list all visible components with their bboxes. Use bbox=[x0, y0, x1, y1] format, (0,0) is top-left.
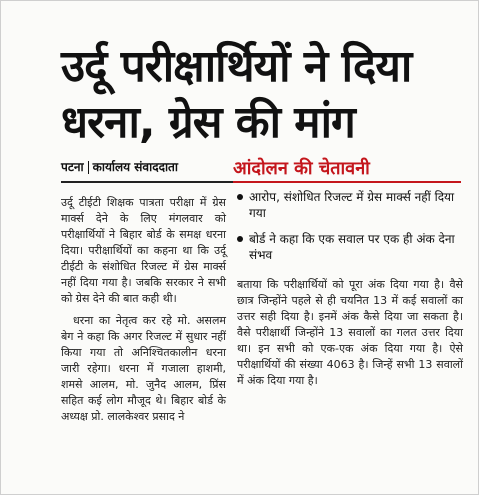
headline-line-2: धरना, ग्रेस की मांग bbox=[61, 97, 355, 148]
headline bbox=[61, 39, 461, 151]
sidebar-accent-rule bbox=[233, 181, 461, 183]
article-paragraph: धरना का नेतृत्व कर रहे मो. असलम बेग ने कहा कि अगर रिजल्ट में सुधार नहीं किया गया तो अनिश्चितकालीन धरना जारी रहेगा। धरना में गजाला हाशमी, शमसे आलम, मो. जुनैद आलम, प्रिंस सहित कई लोग मौजूद थे। बिहार बोर्ड के अध्यक्ष प्रो. लालकेश्वर प्रसाद ने bbox=[61, 314, 226, 423]
article-paragraph: बताया कि परीक्षार्थियों को पूरा अंक दिया गया है। वैसे छात्र जिन्होंने पहले से ही चयनित 13 में कई सवालों का उत्तर सही दिया है। इनमें अंक कैसे दिया जा सकता है। वैसे परीक्षार्थी जिन्होंने 13 सवालों का गलत उत्तर दिया था। इन सभी को एक-एक अंक दिया गया है। ऐसे परीक्षार्थियों की संख्या 4063 है। जिन्हें सभी 13 सवालों में अंक दिया गया है। bbox=[237, 278, 463, 387]
sidebar-title: आंदोलन की चेतावनी bbox=[233, 158, 370, 179]
headline-line-1: उर्दू परीक्षार्थियों ने दिया bbox=[61, 41, 412, 92]
sidebar-bullet bbox=[237, 231, 463, 263]
sidebar-bullet-text: बोर्ड ने कहा कि एक सवाल पर एक ही अंक देना संभव bbox=[249, 232, 455, 262]
byline-city: पटना bbox=[61, 160, 84, 174]
article-column-right bbox=[237, 277, 463, 395]
bullet-dot-icon bbox=[237, 194, 243, 200]
section-divider bbox=[61, 181, 461, 183]
byline bbox=[61, 158, 178, 175]
sidebar-bullet bbox=[237, 189, 463, 221]
sidebar-bullet-text: आरोप, संशोधित रिजल्ट में ग्रेस मार्क्स नहीं दिया गया bbox=[249, 190, 455, 220]
article-paragraph: उर्दू टीईटी शिक्षक पात्रता परीक्षा में ग्रेस मार्क्स देने के लिए मंगलवार को परीक्षार्थियों ने बिहार बोर्ड के समक्ष धरना दिया। परीक्षार्थियों का कहना था कि उर्दू टीईटी के संशोधित रिजल्ट में ग्रेस मार्क्स नहीं दिया गया है। जबकि सरकार ने सभी को ग्रेस देने की बात कही थी। bbox=[61, 196, 226, 305]
sidebar-bullet-list bbox=[237, 189, 463, 273]
article-column-left bbox=[61, 195, 226, 431]
byline-bureau: कार्यालय संवाददाता bbox=[92, 160, 178, 174]
byline-separator bbox=[88, 161, 89, 174]
bullet-dot-icon bbox=[237, 236, 243, 242]
